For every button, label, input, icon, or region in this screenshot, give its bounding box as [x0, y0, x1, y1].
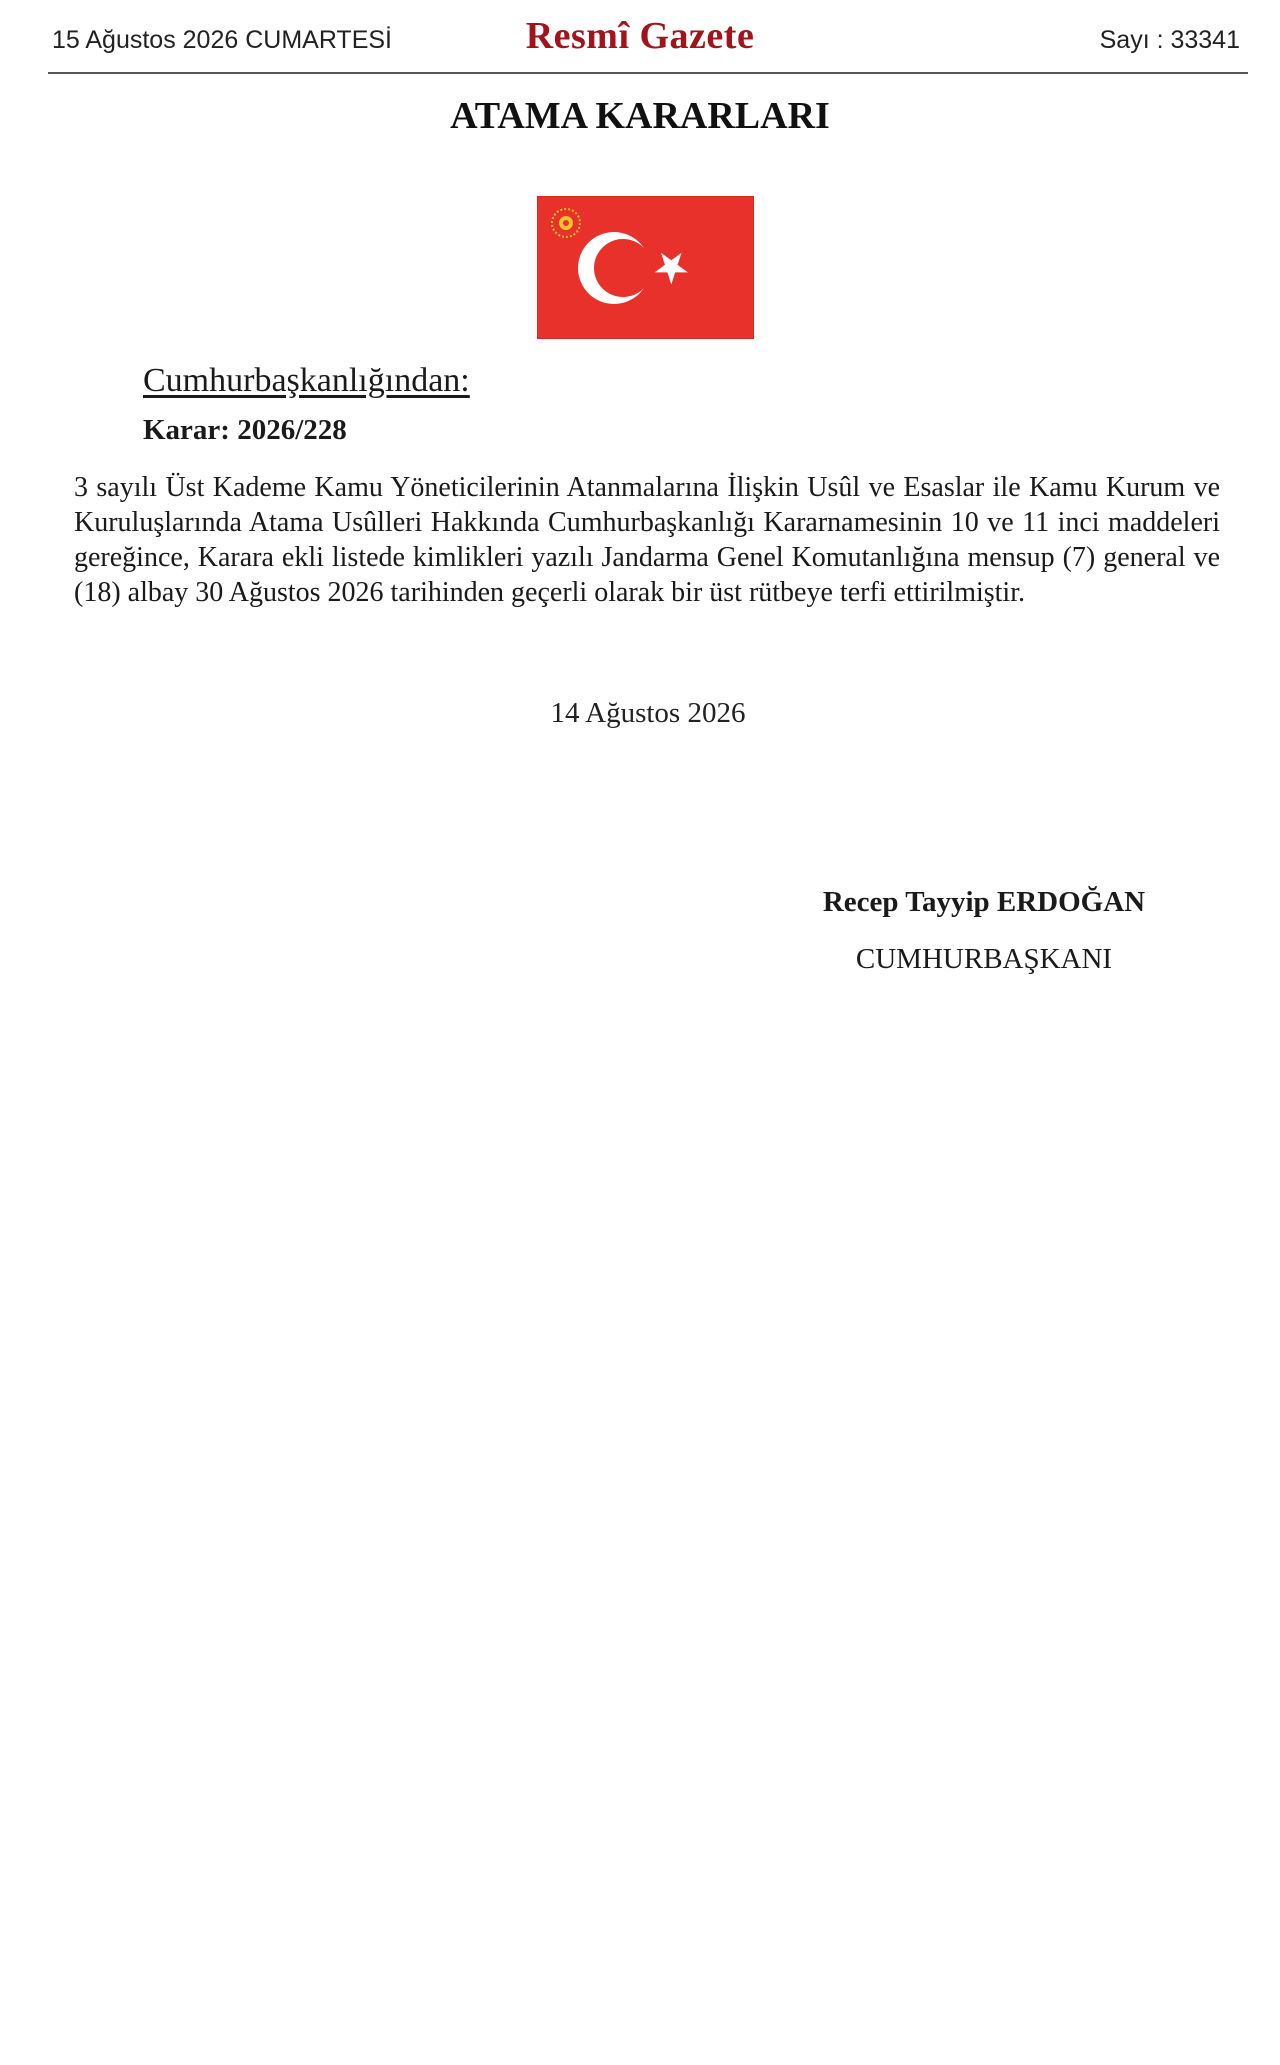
decision-body: 3 sayılı Üst Kademe Kamu Yöneticilerinin Atanmalarına İlişkin Usûl ve Esaslar ile Kamu Kurum ve Kuruluşlarında Atama Usûlleri Hakkında Cumhurbaşkanlığı Kararnamesinin 10 ve 11 inci maddeleri gereğince, Karara ekli listede kimlikleri yazılı Jandarma Genel Komutanlığına mensup (7) general ve (18) albay 30 Ağustos 2026 tarihinden geçerli olarak bir üst rütbeye terfi ettirilmiştir.: [74, 472, 1220, 608]
publication-title: Resmî Gazete: [525, 15, 755, 57]
header-divider: [48, 72, 1248, 74]
decision-number: Karar: 2026/228: [143, 414, 347, 446]
signatory-title: CUMHURBAŞKANI: [855, 943, 1113, 975]
issue-number: Sayı : 33341: [1099, 26, 1240, 54]
page-title: ATAMA KARARLARI: [450, 95, 830, 137]
header-date: 15 Ağustos 2026 CUMARTESİ: [52, 26, 392, 54]
turkish-flag-icon: [537, 196, 754, 339]
signing-date: 14 Ağustos 2026: [550, 697, 746, 729]
issuing-authority: Cumhurbaşkanlığından:: [143, 362, 470, 399]
signatory-name: Recep Tayyip ERDOĞAN: [822, 886, 1146, 918]
